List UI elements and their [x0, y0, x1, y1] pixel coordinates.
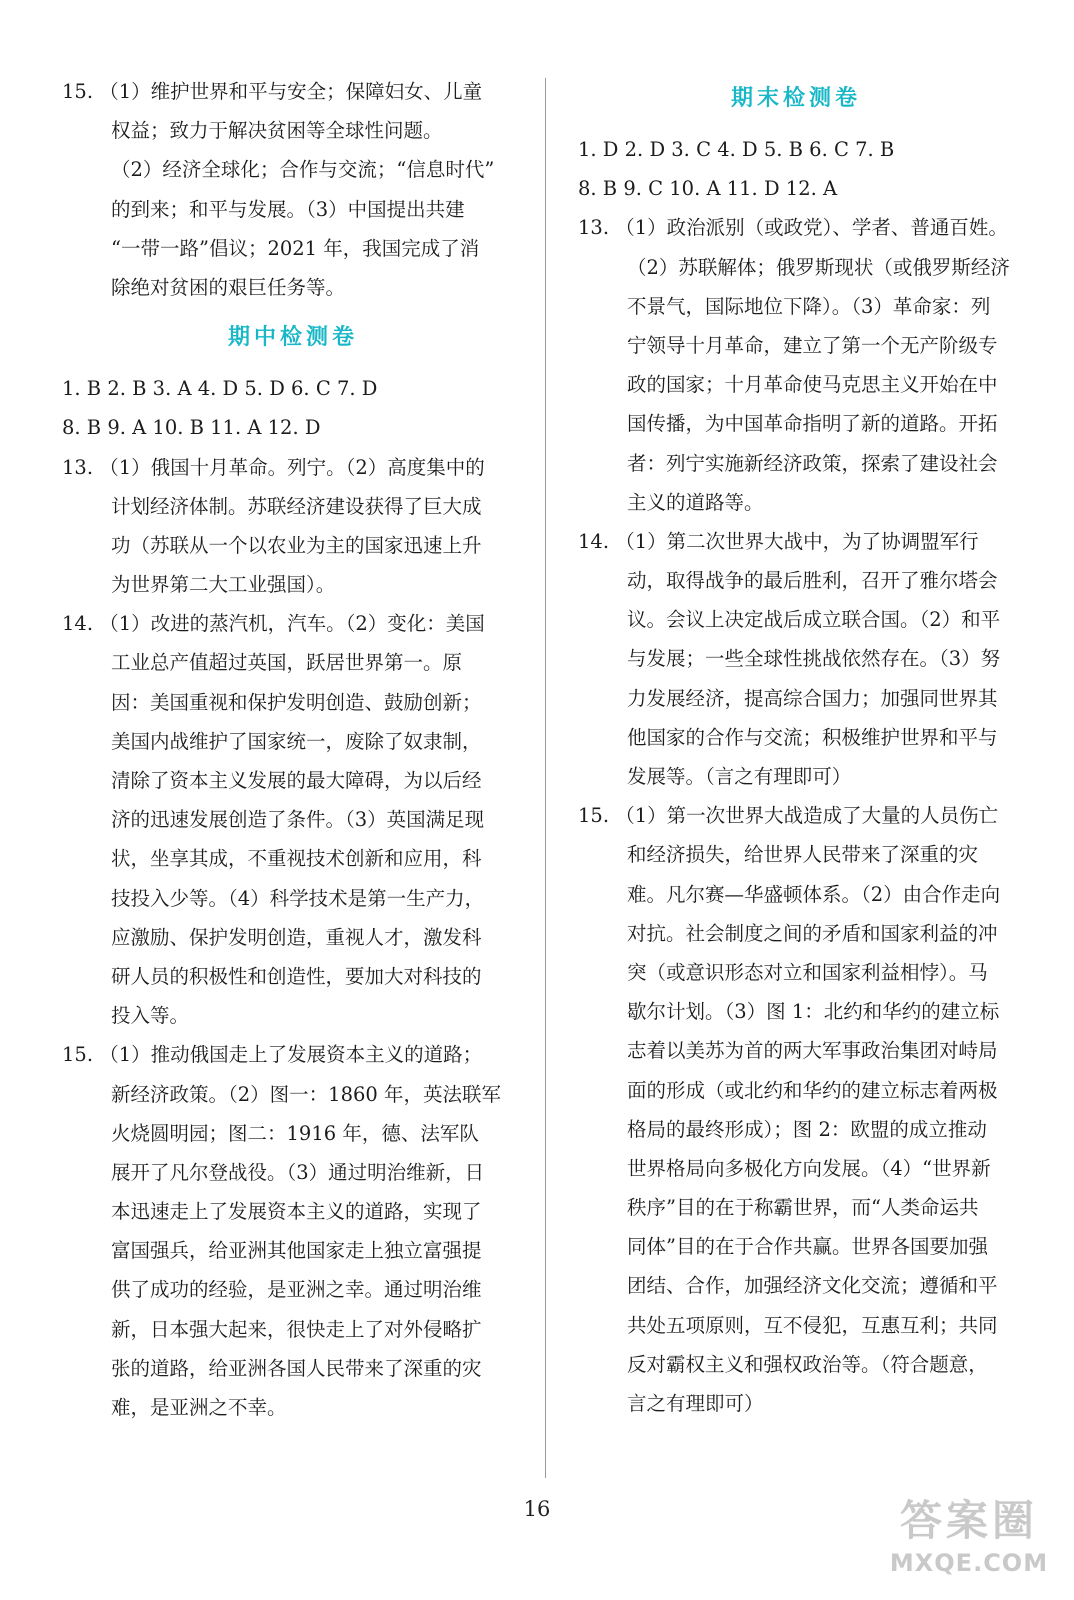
section-title: 期中检测卷	[227, 325, 358, 351]
answer-line: 同体”目的在于合作共赢。世界各国要加强	[627, 1235, 988, 1259]
answer-line: 状，坐享其成，不重视技术创新和应用，科	[111, 847, 482, 871]
answer-line: 火烧圆明园；图二：1916 年，德、法军队	[111, 1121, 479, 1145]
answer-line: 志着以美苏为首的两大军事政治集团对峙局	[627, 1039, 998, 1063]
answer-line: 歇尔计划。（3）图 1：北约和华约的建立标	[627, 1000, 1000, 1024]
answer-line: 清除了资本主义发展的最大障碍，为以后经	[111, 769, 482, 792]
answer-line: 突（或意识形态对立和国家利益相悖）。马	[627, 960, 988, 984]
watermark-url: MXQE.COM	[889, 1549, 1049, 1577]
answer-line: 与发展；一些全球性挑战依然存在。（3）努	[627, 647, 1001, 671]
watermark	[878, 1494, 1060, 1586]
answer-line: 因：美国重视和保护发明创造、鼓励创新；	[111, 690, 482, 714]
answer-line: 发展等。（言之有理即可）	[627, 765, 852, 788]
answer-line: 本迅速走上了发展资本主义的道路，实现了	[111, 1200, 482, 1224]
answer-line: 8. B 9. C 10. A 11. D 12. A	[578, 177, 838, 201]
answer-line: 15. （1）维护世界和平与安全；保障妇女、儿童	[62, 80, 483, 103]
column-divider	[545, 78, 546, 1478]
answer-line: 应激励、保护发明创造，重视人才，激发科	[111, 925, 482, 949]
answer-line: 1. B 2. B 3. A 4. D 5. D 6. C 7. D	[62, 377, 378, 401]
answer-line: 世界格局向多极化方向发展。（4）“世界新	[627, 1156, 991, 1180]
answer-line: 15. （1）推动俄国走上了发展资本主义的道路；	[62, 1043, 483, 1067]
answer-line: 难。凡尔赛—华盛顿体系。（2）由合作走向	[627, 882, 1001, 906]
answer-line: （2）经济全球化；合作与交流；“信息时代”	[111, 158, 495, 182]
answer-line: 济的迅速发展创造了条件。（3）英国满足现	[111, 808, 485, 832]
answer-line: 不景气，国际地位下降）。（3）革命家：列	[627, 294, 991, 318]
answer-line: 13. （1）政治派别（或政党）、学者、普通百姓。	[578, 216, 1008, 240]
answer-line: 为世界第二大工业强国）。	[111, 573, 336, 597]
answer-line: 议。会议上决定战后成立联合国。（2）和平	[627, 608, 1001, 632]
answer-line: 除绝对贫困的艰巨任务等。	[111, 275, 346, 299]
answer-line: 宁领导十月革命，建立了第一个无产阶级专	[627, 333, 998, 357]
answer-line: “一带一路”倡议；2021 年，我国完成了消	[111, 236, 480, 260]
answer-line: 对抗。社会制度之间的矛盾和国家利益的冲	[627, 921, 998, 945]
answer-line: 美国内战维护了国家统一，废除了奴隶制，	[111, 729, 482, 753]
answer-line: 反对霸权主义和强权政治等。（符合题意，	[627, 1352, 988, 1376]
answer-line: 8. B 9. A 10. B 11. A 12. D	[62, 416, 321, 440]
answer-line: 展开了凡尔登战役。（3）通过明治维新，日	[111, 1160, 485, 1184]
answer-line: 动，取得战争的最后胜利，召开了雅尔塔会	[627, 569, 998, 593]
answer-line: 15. （1）第一次世界大战造成了大量的人员伤亡	[578, 804, 999, 828]
answer-line: 新，日本强大起来，很快走上了对外侵略扩	[111, 1317, 482, 1341]
answer-line: 政的国家；十月革命使马克思主义开始在中	[627, 373, 998, 397]
answer-line: 共处五项原则，互不侵犯，互惠互利；共同	[627, 1313, 998, 1337]
answer-line: 计划经济体制。苏联经济建设获得了巨大成	[111, 494, 482, 518]
answer-line: 言之有理即可）	[627, 1392, 764, 1415]
answer-line: 他国家的合作与交流；积极维护世界和平与	[627, 725, 998, 749]
answer-line: 权益；致力于解决贫困等全球性问题。	[111, 119, 443, 143]
answer-line: 面的形成（或北约和华约的建立标志着两极	[627, 1078, 998, 1102]
answer-line: （2）苏联解体；俄罗斯现状（或俄罗斯经济	[627, 255, 1010, 279]
answer-line: 国传播，为中国革命指明了新的道路。开拓	[627, 412, 998, 436]
answer-line: 供了成功的经验，是亚洲之幸。通过明治维	[111, 1278, 482, 1302]
answer-line: 者：列宁实施新经济政策，探索了建设社会	[627, 451, 998, 475]
answer-line: 13. （1）俄国十月革命。列宁。（2）高度集中的	[62, 455, 485, 479]
left-column	[62, 72, 524, 1427]
answer-line: 张的道路，给亚洲各国人民带来了深重的灾	[111, 1356, 482, 1380]
answer-line: 秩序”目的在于称霸世界，而“人类命运共	[627, 1196, 979, 1220]
answer-line: 力发展经济，提高综合国力；加强同世界其	[627, 686, 998, 710]
page-number: 16	[523, 1497, 551, 1521]
answer-line: 新经济政策。（2）图一：1860 年，英法联军	[111, 1082, 501, 1106]
answer-line: 难，是亚洲之不幸。	[111, 1396, 287, 1419]
answer-line: 14. （1）改进的蒸汽机，汽车。（2）变化：美国	[62, 612, 485, 636]
answer-line: 的到来；和平与发展。（3）中国提出共建	[111, 197, 465, 221]
answer-line: 格局的最终形成）；图 2：欧盟的成立推动	[627, 1117, 987, 1141]
answer-line: 研人员的积极性和创造性，要加大对科技的	[111, 964, 482, 988]
right-column	[578, 72, 1014, 1423]
answer-line: 功（苏联从一个以农业为主的国家迅速上升	[111, 533, 482, 557]
answer-line: 和经济损失，给世界人民带来了深重的灾	[627, 843, 979, 867]
answer-line: 14. （1）第二次世界大战中，为了协调盟军行	[578, 529, 979, 553]
answer-line: 技投入少等。（4）科学技术是第一生产力，	[111, 886, 485, 910]
answer-line: 团结、合作，加强经济文化交流；遵循和平	[627, 1274, 998, 1298]
section-title: 期末检测卷	[730, 86, 861, 111]
answer-line: 工业总产值超过英国，跃居世界第一。原	[111, 651, 463, 675]
answer-line: 富国强兵，给亚洲其他国家走上独立富强提	[111, 1239, 482, 1263]
watermark-logo: 答案圈	[899, 1496, 1038, 1545]
answer-line: 1. D 2. D 3. C 4. D 5. B 6. C 7. B	[578, 138, 895, 161]
answer-line: 主义的道路等。	[627, 490, 764, 514]
answer-line: 投入等。	[111, 1004, 190, 1028]
